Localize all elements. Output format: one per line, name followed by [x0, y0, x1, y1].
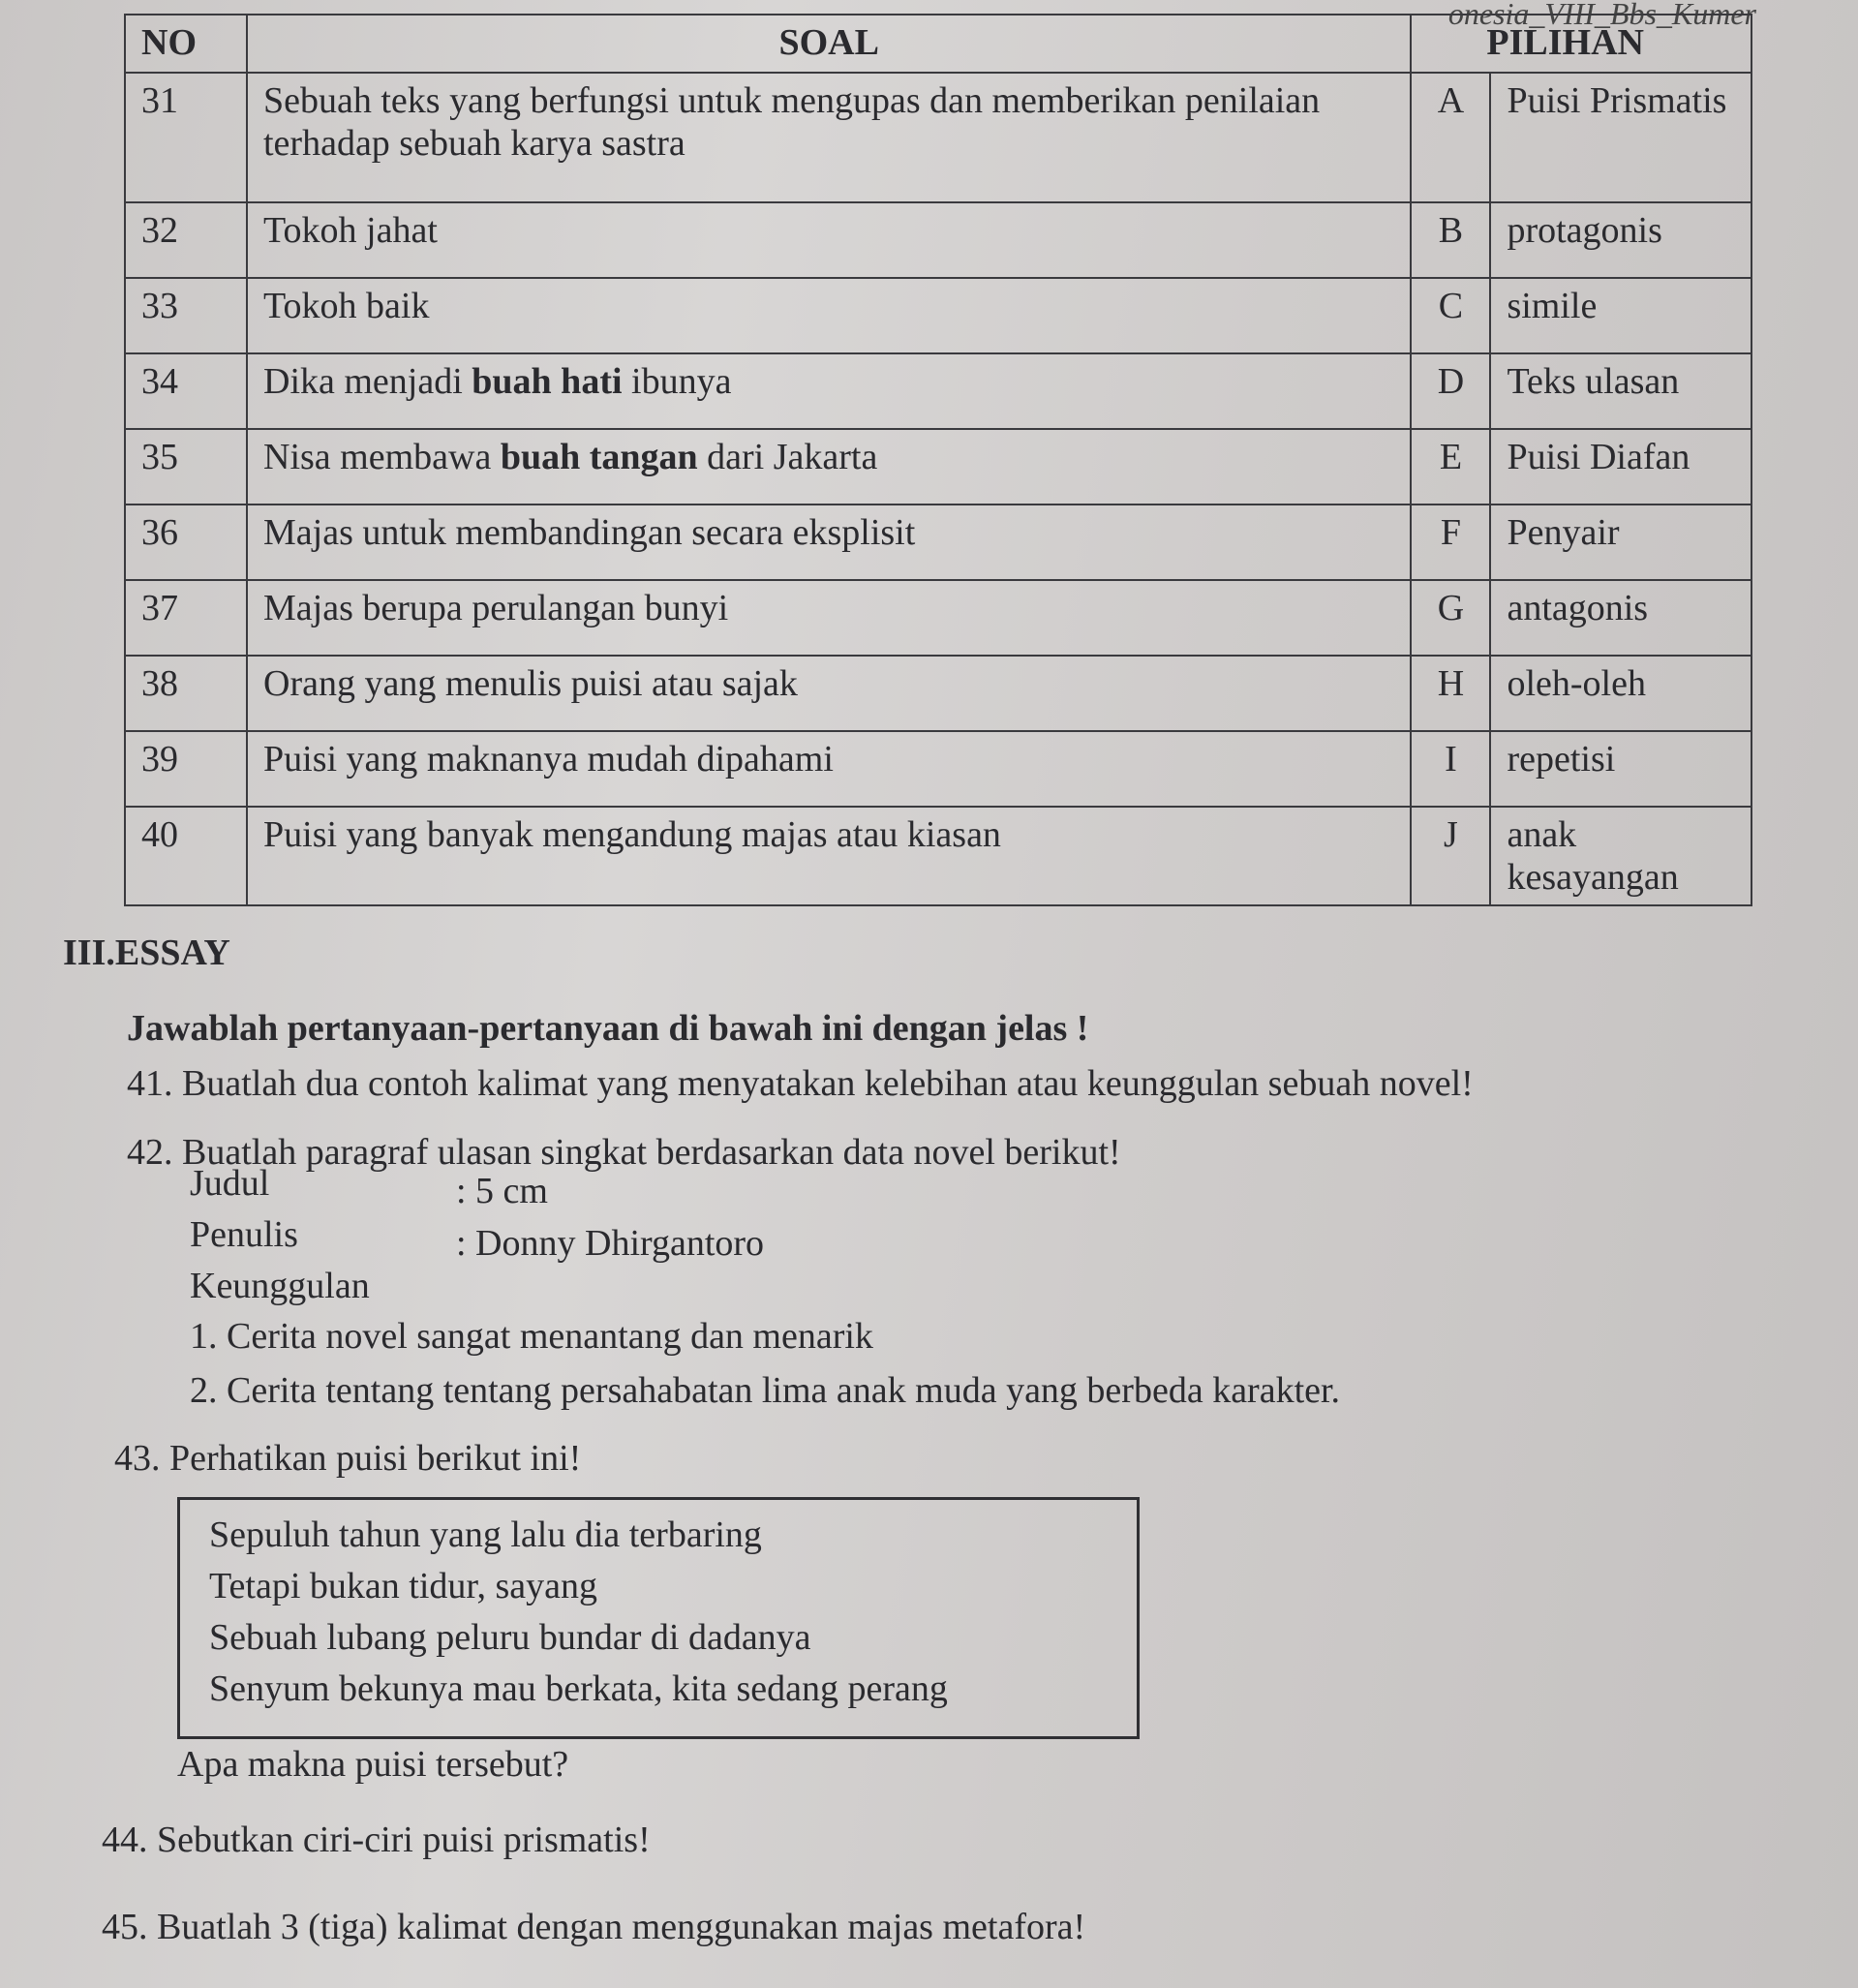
- question-text-end: dari Jakarta: [697, 437, 878, 477]
- keunggulan-item-1: 1. Cerita novel sangat menantang dan menarik: [190, 1316, 873, 1357]
- table-row: [125, 505, 1751, 580]
- row-question: [247, 731, 1411, 807]
- option-letter: B: [1411, 202, 1490, 278]
- row-question: [247, 807, 1411, 905]
- poem-line: Sebuah lubang peluru bundar di dadanya: [209, 1617, 811, 1658]
- poem-box: [177, 1497, 1140, 1739]
- question-text: Puisi yang banyak mengandung majas atau kiasan: [263, 814, 1001, 855]
- row-question: [247, 278, 1411, 353]
- header-note: onesia_VIII_Bbs_Kumer: [1447, 0, 1756, 31]
- row-number: 39: [125, 731, 247, 807]
- question-43: 43. Perhatikan puisi berikut ini!: [114, 1438, 582, 1479]
- table-row: [125, 278, 1751, 353]
- question-text-end: ibunya: [622, 361, 732, 402]
- penulis-value: : Donny Dhirgantoro: [456, 1223, 765, 1264]
- row-question: [247, 656, 1411, 731]
- option-text: oleh-oleh: [1490, 656, 1751, 731]
- option-letter: C: [1411, 278, 1490, 353]
- table-row: [125, 807, 1751, 905]
- question-bold-text: buah tangan: [500, 437, 698, 477]
- header-soal: SOAL: [247, 15, 1411, 73]
- question-text: Orang yang menulis puisi atau sajak: [263, 663, 798, 704]
- option-text: Penyair: [1490, 505, 1751, 580]
- table-row: [125, 580, 1751, 656]
- poem-line: Tetapi bukan tidur, sayang: [209, 1566, 598, 1606]
- option-text: protagonis: [1490, 202, 1751, 278]
- row-question: [247, 73, 1411, 202]
- question-text: Tokoh baik: [263, 286, 430, 326]
- table-row: [125, 73, 1751, 202]
- question-text: Nisa membawa: [263, 437, 501, 477]
- row-number: 31: [125, 73, 247, 202]
- question-44: 44. Sebutkan ciri-ciri puisi prismatis!: [102, 1820, 651, 1860]
- essay-instruction: Jawablah pertanyaan-pertanyaan di bawah ini dengan jelas !: [127, 1008, 1089, 1049]
- keunggulan-label: Keunggulan: [190, 1266, 370, 1306]
- question-text: Majas berupa perulangan bunyi: [263, 588, 729, 628]
- question-42: 42. Buatlah paragraf ulasan singkat berdasarkan data novel berikut!: [127, 1132, 1121, 1173]
- question-text: Puisi yang maknanya mudah dipahami: [263, 739, 834, 780]
- option-letter: H: [1411, 656, 1490, 731]
- row-number: 36: [125, 505, 247, 580]
- question-text: Majas untuk membandingan secara eksplisit: [263, 512, 916, 553]
- header-no: NO: [125, 15, 247, 73]
- table-header-row: [125, 15, 1751, 73]
- poem-line: Sepuluh tahun yang lalu dia terbaring: [209, 1514, 762, 1555]
- row-number: 38: [125, 656, 247, 731]
- row-number: 34: [125, 353, 247, 429]
- judul-value: : 5 cm: [456, 1171, 548, 1211]
- option-text: simile: [1490, 278, 1751, 353]
- question-text: Dika menjadi: [263, 361, 472, 402]
- option-letter: F: [1411, 505, 1490, 580]
- row-question: [247, 580, 1411, 656]
- option-text: Puisi Prismatis: [1490, 73, 1751, 202]
- option-text: anak kesayangan: [1490, 807, 1751, 905]
- table-row: [125, 353, 1751, 429]
- poem-line: Senyum bekunya mau berkata, kita sedang perang: [209, 1668, 948, 1709]
- option-text: antagonis: [1490, 580, 1751, 656]
- question-45: 45. Buatlah 3 (tiga) kalimat dengan menggunakan majas metafora!: [102, 1907, 1086, 1947]
- option-text: Teks ulasan: [1490, 353, 1751, 429]
- judul-label: Judul: [190, 1163, 270, 1204]
- table-row: [125, 429, 1751, 505]
- row-number: 37: [125, 580, 247, 656]
- row-question: [247, 353, 1411, 429]
- option-letter: A: [1411, 73, 1490, 202]
- row-question: [247, 429, 1411, 505]
- question-text: Tokoh jahat: [263, 210, 438, 251]
- header-pilihan: PILIHAN: [1411, 15, 1751, 73]
- row-number: 35: [125, 429, 247, 505]
- table-row: [125, 202, 1751, 278]
- option-letter: G: [1411, 580, 1490, 656]
- option-letter: E: [1411, 429, 1490, 505]
- question-bold-text: buah hati: [472, 361, 623, 402]
- option-letter: J: [1411, 807, 1490, 905]
- row-question: [247, 505, 1411, 580]
- row-number: 33: [125, 278, 247, 353]
- keunggulan-item-2: 2. Cerita tentang tentang persahabatan lima anak muda yang berbeda karakter.: [190, 1370, 1341, 1411]
- question-41: 41. Buatlah dua contoh kalimat yang menyatakan kelebihan atau keunggulan sebuah novel!: [127, 1063, 1474, 1104]
- question-text: Sebuah teks yang berfungsi untuk mengupas dan memberikan penilaian terhadap sebuah karya sastra: [263, 80, 1321, 164]
- matching-table: [124, 14, 1752, 906]
- table-row: [125, 731, 1751, 807]
- option-text: repetisi: [1490, 731, 1751, 807]
- option-letter: D: [1411, 353, 1490, 429]
- essay-heading: III.ESSAY: [63, 933, 230, 973]
- option-text: Puisi Diafan: [1490, 429, 1751, 505]
- row-number: 40: [125, 807, 247, 905]
- row-question: [247, 202, 1411, 278]
- table-row: [125, 656, 1751, 731]
- option-letter: I: [1411, 731, 1490, 807]
- question-43-prompt: Apa makna puisi tersebut?: [177, 1744, 569, 1785]
- row-number: 32: [125, 202, 247, 278]
- penulis-label: Penulis: [190, 1214, 298, 1255]
